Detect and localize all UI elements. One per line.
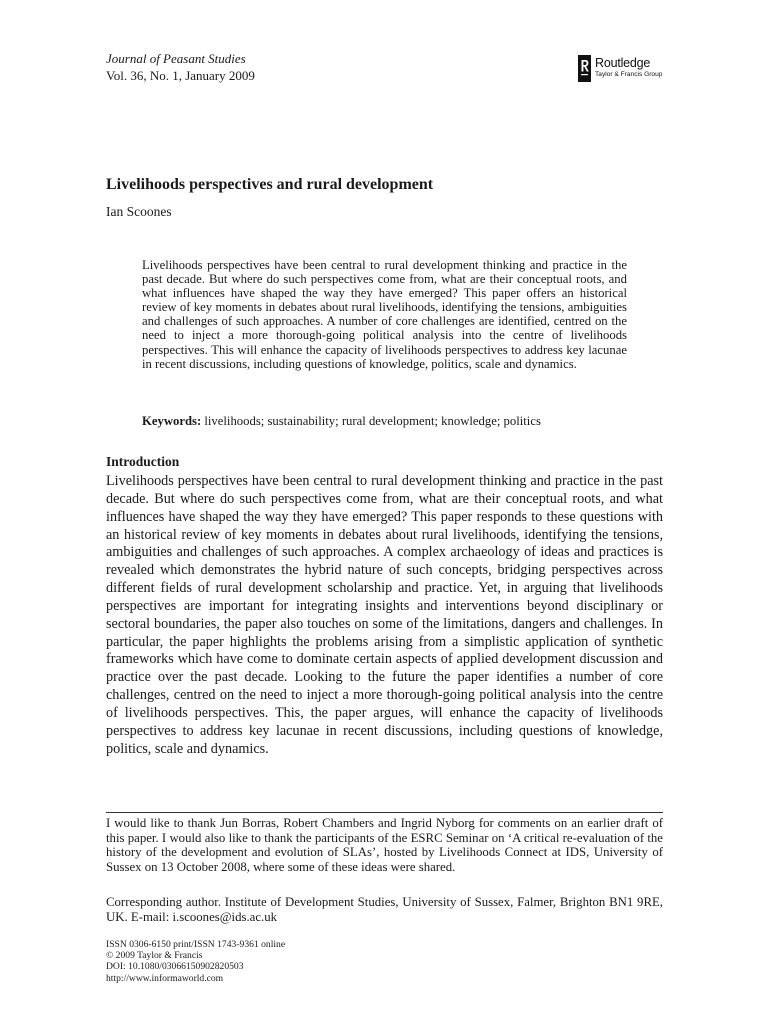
routledge-r-icon [578, 55, 591, 82]
keywords [142, 414, 627, 429]
publisher-url-link[interactable]: http://www.informaworld.com [106, 972, 224, 984]
article-author: Ian Scoones [106, 204, 172, 219]
copyright-line: © 2009 Taylor & Francis [106, 950, 203, 962]
publication-imprint [106, 939, 285, 984]
issn-line: ISSN 0306-6150 print/ISSN 1743-9361 online [106, 939, 286, 950]
footnote-divider [106, 812, 663, 813]
keywords-list: livelihoods; sustainability; rural development; knowledge; politics [204, 414, 541, 428]
publisher-group: Taylor & Francis Group [595, 71, 663, 78]
publisher-name: Routledge [595, 56, 651, 70]
article-title: Livelihoods perspectives and rural development [106, 176, 434, 193]
introduction-body: Livelihoods perspectives have been central to rural development thinking and practice in the past decade. But where do such perspectives come from, what are their conceptual roots, and what influences have shaped the way they have emerged? This paper responds to these questions with an historical review of key moments in debates about rural livelihoods, identifying the tensions, ambiguities and challenges of such approaches. A complex archaeology of ideas and practices is revealed which demonstrates the hybrid nature of such concepts, bridging perspectives across different fields of rural development scholarship and practice. Yet, in arguing that livelihoods perspectives are important for integrating insights and interventions beyond disciplinary or sectoral boundaries, the paper also touches on some of the limitations, dangers and challenges. In particular, the paper highlights the problems arising from a simplistic application of synthetic frameworks which have come to dominate certain aspects of applied development discussion and practice over the past decade. Looking to the future the paper identifies a number of core challenges, centred on the need to inject a more thorough-going political analysis into the centre of livelihoods perspectives. This, the paper argues, will enhance the capacity of livelihoods perspectives to address key lacunae in recent discussions, including questions of knowledge, politics, scale and dynamics. [106, 473, 663, 757]
doi-line: DOI: 10.1080/03066150902820503 [106, 961, 244, 973]
acknowledgement-footnote: I would like to thank Jun Borras, Robert Chambers and Ingrid Nyborg for comments on an earlier draft of this paper. I would also like to thank the participants of the ESRC Seminar on ‘A critical re-evaluation of the history of the development and evolution of SLAs’, hosted by Livelihoods Connect at IDS, University of Sussex on 13 October 2008, where some of these ideas were shared. [106, 816, 663, 875]
corresponding-author-footnote: Corresponding author. Institute of Development Studies, University of Sussex, Falmer, Brighton BN1 9RE, UK. E-mail: i.scoones@ids.ac.uk [106, 895, 663, 924]
journal-header [106, 50, 255, 84]
journal-volume-issue: Vol. 36, No. 1, January 2009 [106, 68, 255, 83]
introduction-heading: Introduction [106, 454, 180, 469]
paper-page [106, 0, 663, 1024]
keywords-label: Keywords: [142, 414, 202, 428]
abstract-text: Livelihoods perspectives have been central to rural development thinking and practice in the past decade. But where do such perspectives come from, what are their conceptual roots, and what influences have shaped the way they have emerged? This paper offers an historical review of key moments in debates about rural livelihoods, identifying the tensions, ambiguities and challenges of such approaches. A number of core challenges are identified, centred on the need to inject a more thorough-going political analysis into the centre of livelihoods perspectives. This will enhance the capacity of livelihoods perspectives to address key lacunae in recent discussions, including questions of knowledge, politics, scale and dynamics. [142, 258, 627, 371]
journal-name: Journal of Peasant Studies [106, 51, 246, 66]
publisher-logo [578, 55, 664, 83]
